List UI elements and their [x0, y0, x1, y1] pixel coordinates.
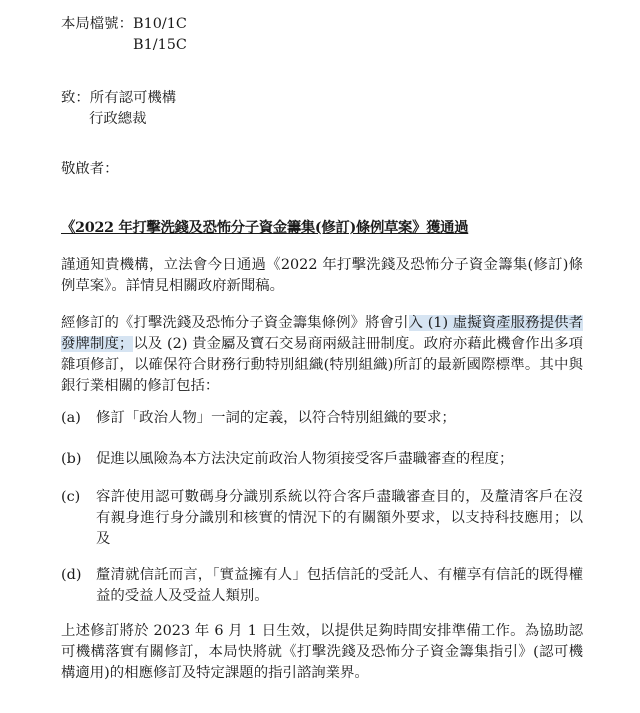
- list-marker: (d): [61, 567, 82, 583]
- list-item: [61, 487, 583, 550]
- paragraph-amendments: [61, 313, 583, 397]
- list-item: [61, 565, 583, 607]
- recipient-line: 行政總裁: [89, 111, 147, 127]
- to-label: 致：: [61, 90, 90, 106]
- list-item-text: 促進以風險為本方法決定前政治人物須接受客戶盡職審查的程度；: [96, 451, 514, 467]
- list-item-text: 修訂「政治人物」一詞的定義，以符合特別組織的要求；: [96, 410, 456, 426]
- list-marker: (a): [61, 410, 81, 426]
- recipient-block: [61, 88, 176, 130]
- paragraph-effective-date: 上述修訂將於 2023 年 6 月 1 日生效，以提供足夠時間安排準備工作。為協助認可機構落實有關修訂，本局快將就《打擊洗錢及恐怖分子資金籌集指引》(認可機構適用)的相應修訂及特定課題的指引諮詢業界。: [61, 623, 583, 681]
- list-item-text: 釐清就信託而言，「實益擁有人」包括信託的受託人、有權享有信託的既得權益的受益人及受益人類別。: [96, 567, 583, 604]
- list-item: [61, 449, 583, 470]
- list-marker: (c): [61, 489, 81, 505]
- list-item: [61, 408, 583, 429]
- reference-code: B10/1C: [133, 16, 187, 32]
- paragraph-text: 經修訂的《打擊洗錢及恐怖分子資金籌集條例》將會引: [61, 315, 409, 331]
- paragraph-intro: 謹通知貴機構，立法會今日通過《2022 年打擊洗錢及恐怖分子資金籌集(修訂)條例草案》。詳情見相關政府新聞稿。: [61, 257, 583, 294]
- reference-code: B1/15C: [133, 37, 187, 53]
- list-item-text: 容許使用認可數碼身分識別系統以符合客戶盡職審查目的，及釐清客戶在沒有親身進行身分識別和核實的情況下的有關額外要求，以支持科技應用；以及: [96, 489, 583, 547]
- reference-block: [61, 14, 187, 56]
- salutation: 敬啟者：: [61, 161, 119, 177]
- list-marker: (b): [61, 451, 82, 467]
- letter-heading: 《2022 年打擊洗錢及恐怖分子資金籌集(修訂)條例草案》獲通過: [61, 219, 469, 236]
- reference-label: 本局檔號：: [61, 16, 133, 32]
- text-highlight: 入 (1) 虛擬資產服務提供者發牌制度；: [61, 315, 583, 352]
- recipient-line: 所有認可機構: [89, 90, 177, 106]
- paragraph-text: 以及 (2) 貴金屬及寶石交易商兩級註冊制度。政府亦藉此機會作出多項雜項修訂，以確保符合財務行動特別組織(特別組織)所訂的最新國際標準。其中與銀行業相關的修訂包括：: [61, 336, 583, 394]
